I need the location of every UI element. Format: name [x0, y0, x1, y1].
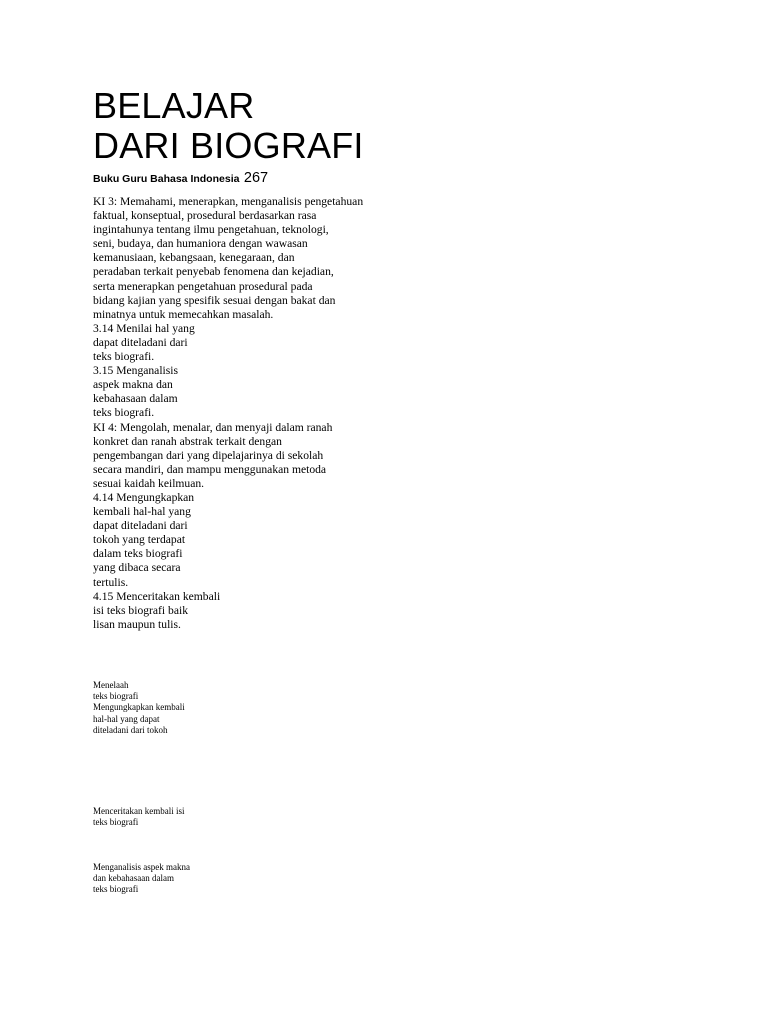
body-line: 4.14 Mengungkapkan — [93, 490, 195, 504]
book-title: Buku Guru Bahasa Indonesia — [93, 173, 240, 185]
body-line: kemanusiaan, kebangsaan, kenegaraan, dan — [93, 251, 295, 265]
body-line: lisan maupun tulis. — [93, 617, 181, 631]
note-line: Menelaah — [93, 680, 129, 690]
note-line: teks biografi — [93, 884, 139, 895]
body-line: dalam teks biografi — [93, 547, 183, 561]
body-line: secara mandiri, dan mampu menggunakan metoda — [93, 462, 327, 476]
note-line: Menganalisis aspek makna — [93, 862, 190, 872]
body-line: teks biografi. — [93, 350, 155, 364]
chapter-title-line-2: DARI BIOGRAFI — [93, 125, 364, 166]
body-line: faktual, konseptual, prosedural berdasarkan rasa — [93, 209, 317, 223]
note-line: teks biografi — [93, 691, 139, 702]
competency-text — [93, 195, 363, 632]
body-line: serta menerapkan pengetahuan prosedural pada — [93, 279, 313, 293]
body-line: yang dibaca secara — [93, 561, 181, 575]
book-subtitle — [93, 169, 364, 187]
page-number: 267 — [243, 170, 269, 186]
note-line: teks biografi — [93, 817, 139, 828]
note-telaah — [93, 680, 185, 736]
note-line: hal-hal yang dapat — [93, 713, 160, 724]
body-line: tokoh yang terdapat — [93, 533, 186, 547]
body-line: sesuai kaidah keilmuan. — [93, 476, 205, 490]
note-line: diteladani dari tokoh — [93, 724, 168, 735]
body-line: ingintahunya tentang ilmu pengetahuan, teknologi, — [93, 223, 329, 237]
body-line: dapat diteladani dari — [93, 519, 188, 533]
chapter-header — [93, 86, 364, 187]
chapter-title-line-1: BELAJAR — [93, 85, 255, 126]
note-line: Mengungkapkan kembali — [93, 702, 185, 713]
note-menganalisis — [93, 862, 190, 896]
body-line: 3.15 Menganalisis — [93, 364, 179, 378]
body-line: 4.15 Menceritakan kembali — [93, 589, 221, 603]
body-line: teks biografi. — [93, 406, 155, 420]
body-line: pengembangan dari yang dipelajarinya di sekolah — [93, 448, 324, 462]
body-line: bidang kajian yang spesifik sesuai dengan bakat dan — [93, 293, 336, 307]
body-line: aspek makna dan — [93, 378, 173, 392]
body-line: minatnya untuk memecahkan masalah. — [93, 307, 274, 321]
body-line: KI 3: Memahami, menerapkan, menganalisis pengetahuan — [93, 195, 364, 208]
body-line: peradaban terkait penyebab fenomena dan kejadian, — [93, 265, 334, 279]
body-line: KI 4: Mengolah, menalar, dan menyaji dalam ranah — [93, 420, 333, 434]
body-line: tertulis. — [93, 575, 129, 589]
body-line: konkret dan ranah abstrak terkait dengan — [93, 434, 282, 448]
body-line: seni, budaya, dan humaniora dengan wawasan — [93, 237, 308, 251]
body-line: dapat diteladani dari — [93, 335, 188, 349]
body-line: isi teks biografi baik — [93, 603, 188, 617]
note-line: Menceritakan kembali isi — [93, 806, 185, 816]
note-line: dan kebahasaan dalam — [93, 873, 174, 884]
body-line: 3.14 Menilai hal yang — [93, 321, 195, 335]
body-line: kembali hal-hal yang — [93, 505, 191, 519]
note-menceritakan — [93, 806, 184, 828]
body-line: kebahasaan dalam — [93, 392, 178, 406]
